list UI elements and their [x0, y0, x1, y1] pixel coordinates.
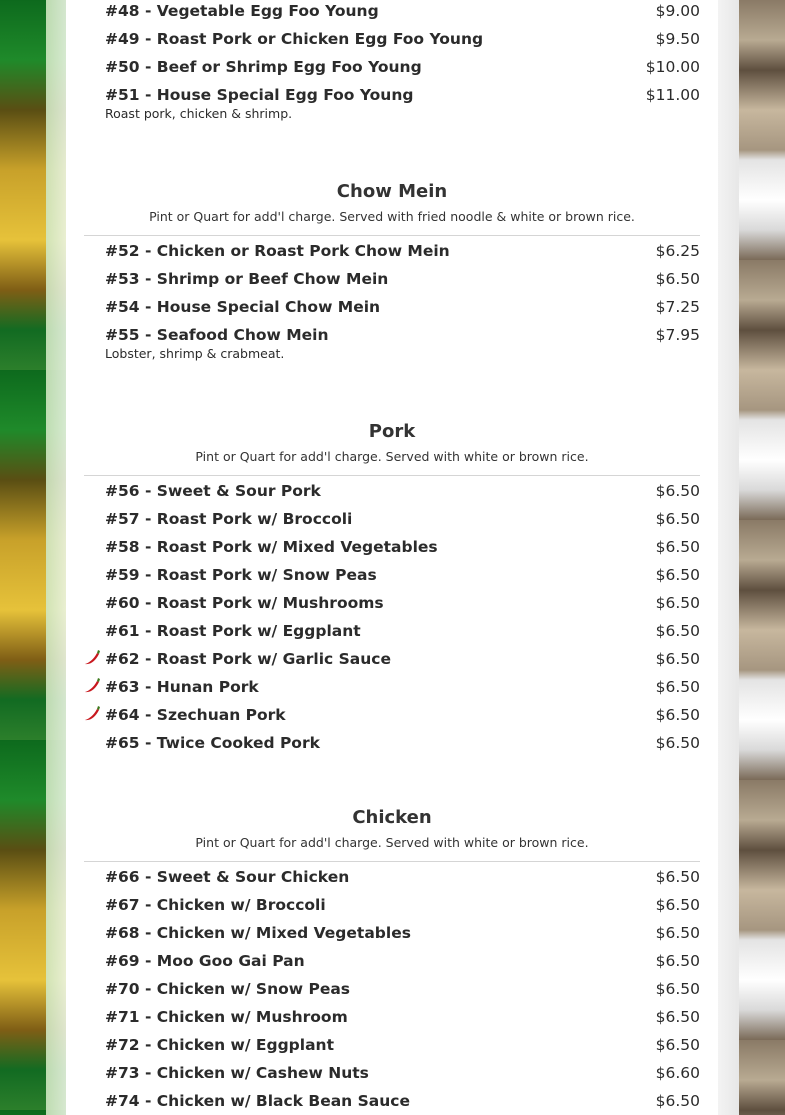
- menu-item[interactable]: [105, 646, 700, 672]
- menu-item-name: #54 - House Special Chow Mein: [105, 298, 381, 316]
- menu-item[interactable]: [105, 1032, 700, 1058]
- menu-item-name: #62 - Roast Pork w/ Garlic Sauce: [105, 650, 391, 668]
- menu-item-name: #71 - Chicken w/ Mushroom: [105, 1008, 348, 1026]
- menu-item-price: $6.50: [655, 896, 700, 914]
- menu-item-name: #51 - House Special Egg Foo Young: [105, 86, 414, 104]
- menu-item[interactable]: [105, 1060, 700, 1086]
- menu-item-price: $6.60: [655, 1064, 700, 1082]
- menu-item-name: #55 - Seafood Chow Mein: [105, 326, 329, 344]
- spicy-chili-icon: [83, 649, 101, 667]
- menu-item-name: #52 - Chicken or Roast Pork Chow Mein: [105, 242, 450, 260]
- menu-item[interactable]: [105, 1004, 700, 1030]
- menu-item-name: #57 - Roast Pork w/ Broccoli: [105, 510, 353, 528]
- menu-item-price: $11.00: [645, 86, 700, 104]
- menu-item[interactable]: [105, 26, 700, 52]
- menu-item-price: $6.50: [655, 678, 700, 696]
- menu-item[interactable]: [105, 266, 700, 292]
- menu-item[interactable]: [105, 534, 700, 560]
- menu-item[interactable]: [105, 238, 700, 264]
- menu-item-price: $6.50: [655, 980, 700, 998]
- menu-item-price: $9.50: [655, 30, 700, 48]
- section-title: Chow Mein: [336, 181, 448, 202]
- menu-item[interactable]: [105, 590, 700, 616]
- section-divider: [84, 235, 700, 236]
- menu-item[interactable]: [105, 478, 700, 504]
- menu-item[interactable]: [105, 1088, 700, 1114]
- menu-item-description: Lobster, shrimp & crabmeat.: [105, 346, 285, 361]
- menu-item-price: $6.50: [655, 482, 700, 500]
- menu-item[interactable]: [105, 618, 700, 644]
- menu-item-name: #61 - Roast Pork w/ Eggplant: [105, 622, 361, 640]
- section-subtitle: Pint or Quart for add'l charge. Served with white or brown rice.: [195, 835, 589, 850]
- menu-item-name: #58 - Roast Pork w/ Mixed Vegetables: [105, 538, 438, 556]
- background-photo-right-edge: [718, 0, 739, 1115]
- menu-item-price: $9.00: [655, 2, 700, 20]
- menu-item[interactable]: [105, 920, 700, 946]
- menu-item[interactable]: [105, 506, 700, 532]
- menu-item[interactable]: [105, 322, 700, 348]
- menu-item-name: #68 - Chicken w/ Mixed Vegetables: [105, 924, 411, 942]
- menu-item-price: $6.50: [655, 650, 700, 668]
- menu-item-name: #53 - Shrimp or Beef Chow Mein: [105, 270, 389, 288]
- menu-item-price: $6.25: [655, 242, 700, 260]
- menu-item-price: $6.50: [655, 270, 700, 288]
- menu-item[interactable]: [105, 294, 700, 320]
- menu-item-price: $6.50: [655, 510, 700, 528]
- menu-item-name: #66 - Sweet & Sour Chicken: [105, 868, 350, 886]
- menu-item-price: $6.50: [655, 594, 700, 612]
- menu-item-price: $6.50: [655, 622, 700, 640]
- spicy-chili-icon: [83, 677, 101, 695]
- menu-item-price: $7.95: [655, 326, 700, 344]
- menu-item-price: $6.50: [655, 706, 700, 724]
- menu-item-name: #67 - Chicken w/ Broccoli: [105, 896, 326, 914]
- section-subtitle: Pint or Quart for add'l charge. Served with white or brown rice.: [195, 449, 589, 464]
- menu-item-price: $6.50: [655, 1036, 700, 1054]
- menu-item[interactable]: [105, 0, 700, 24]
- section-title: Chicken: [352, 807, 432, 828]
- menu-item[interactable]: [105, 674, 700, 700]
- menu-item-name: #74 - Chicken w/ Black Bean Sauce: [105, 1092, 410, 1110]
- menu-item-name: #48 - Vegetable Egg Foo Young: [105, 2, 379, 20]
- section-title: Pork: [368, 421, 416, 442]
- menu-item-name: #63 - Hunan Pork: [105, 678, 259, 696]
- section-divider: [84, 861, 700, 862]
- menu-item-price: $6.50: [655, 1008, 700, 1026]
- menu-item-price: $6.50: [655, 924, 700, 942]
- menu-item-name: #59 - Roast Pork w/ Snow Peas: [105, 566, 377, 584]
- menu-item-price: $6.50: [655, 566, 700, 584]
- section-subtitle: Pint or Quart for add'l charge. Served with fried noodle & white or brown rice.: [149, 209, 635, 224]
- background-photo-left-edge: [46, 0, 66, 1115]
- menu-item-name: #69 - Moo Goo Gai Pan: [105, 952, 305, 970]
- menu-item-name: #50 - Beef or Shrimp Egg Foo Young: [105, 58, 422, 76]
- menu-item-name: #64 - Szechuan Pork: [105, 706, 286, 724]
- menu-item-name: #60 - Roast Pork w/ Mushrooms: [105, 594, 384, 612]
- menu-item[interactable]: [105, 864, 700, 890]
- menu-item[interactable]: [105, 702, 700, 728]
- menu-item-name: #49 - Roast Pork or Chicken Egg Foo Young: [105, 30, 484, 48]
- menu-item-price: $6.50: [655, 868, 700, 886]
- menu-item[interactable]: [105, 948, 700, 974]
- menu-item-price: $6.50: [655, 1092, 700, 1110]
- spicy-chili-icon: [83, 705, 101, 723]
- menu-item-name: #56 - Sweet & Sour Pork: [105, 482, 321, 500]
- menu-item-description: Roast pork, chicken & shrimp.: [105, 106, 293, 121]
- menu-item[interactable]: [105, 54, 700, 80]
- menu-item-name: #73 - Chicken w/ Cashew Nuts: [105, 1064, 369, 1082]
- menu-item-name: #72 - Chicken w/ Eggplant: [105, 1036, 334, 1054]
- menu-item-price: $7.25: [655, 298, 700, 316]
- menu-item[interactable]: [105, 976, 700, 1002]
- menu-item-price: $6.50: [655, 734, 700, 752]
- section-divider: [84, 475, 700, 476]
- menu-item-price: $6.50: [655, 538, 700, 556]
- menu-item-name: #65 - Twice Cooked Pork: [105, 734, 320, 752]
- menu-item-price: $10.00: [645, 58, 700, 76]
- menu-item-price: $6.50: [655, 952, 700, 970]
- menu-item[interactable]: [105, 730, 700, 756]
- menu-item[interactable]: [105, 82, 700, 108]
- menu-item[interactable]: [105, 562, 700, 588]
- menu-item-name: #70 - Chicken w/ Snow Peas: [105, 980, 351, 998]
- menu-item[interactable]: [105, 892, 700, 918]
